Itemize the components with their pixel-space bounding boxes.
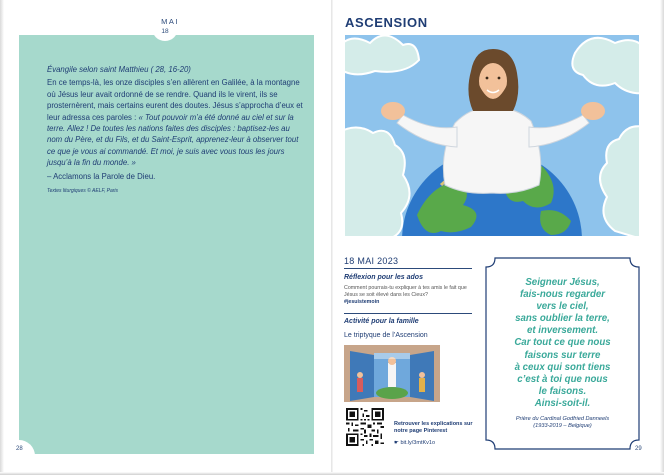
page-number-left: 28 <box>16 446 23 452</box>
page-edge-left <box>0 0 4 475</box>
teens-section-title: Réflexion pour les ados <box>344 274 423 281</box>
section-date: 18 MAI 2023 <box>344 256 399 266</box>
prayer-line: à ceux qui sont tiens <box>514 361 611 373</box>
family-section-title: Activité pour la famille <box>344 318 419 325</box>
gospel-reference: Évangile selon saint Matthieu ( 28, 16-20) <box>47 65 191 74</box>
prayer-line: le faisons. <box>538 385 587 397</box>
day-number: 18 <box>157 28 173 38</box>
gospel-quote: « Tout pouvoir m’a été donné au ciel et sur la terre. Allez ! De toutes les nations faites des disciples : baptisez-les au nom du Père, et du Fils, et du Saint-Esprit, apprenez-leur à observer tout ce que je vous ai commandé. Et moi, je suis avec vous tous les jours jusqu’à la fin du monde. » <box>47 112 299 168</box>
triptych-photo <box>344 345 440 402</box>
gutter <box>331 0 333 475</box>
triptych-photo-art <box>344 345 440 402</box>
teens-question <box>344 285 482 306</box>
teens-hashtag: #jesuistemoin <box>344 299 380 305</box>
prayer-line: vers le ciel, <box>536 301 589 313</box>
prayer-line: c’est à toi que nous <box>517 373 608 385</box>
prayer-line: Seigneur Jésus, <box>525 277 600 288</box>
prayer-line: et inversement. <box>526 325 599 337</box>
prayer-author-dates: (1933-2019 – Belgique) <box>533 423 592 430</box>
ascension-illustration-art <box>345 35 639 236</box>
date-divider <box>344 268 472 269</box>
prayer-line: Ainsi-soit-il. <box>534 397 591 409</box>
page-number-right: 29 <box>635 446 642 452</box>
qr-caption: Retrouver les explications sur notre page Pinterest <box>394 421 473 434</box>
pinterest-link[interactable] <box>394 440 435 446</box>
prayer-line: faisons sur terre <box>524 349 601 361</box>
prayer-text <box>488 277 637 410</box>
month-label: MAI <box>161 17 179 26</box>
teens-divider <box>344 313 472 314</box>
prayer-author: Prière du Cardinal Godfried Danneels <box>515 416 610 422</box>
pinterest-link-url[interactable]: bit.ly/3mtKv1o <box>400 440 436 446</box>
ascension-illustration <box>345 35 639 236</box>
family-activity-title: Le triptyque de l’Ascension <box>344 332 428 339</box>
gospel-narrative: En ce temps-là, les onze disciples s’en allèrent en Galilée, à la montagne où Jésus leur avait ordonné de se rendre. Quand ils le virent, ils se prosternèrent, mais certains eurent des doutes. Jésus s’approcha d’eux et leur adressa ces paroles : <box>47 78 303 122</box>
pointer-hand-icon: ☛ <box>394 440 399 446</box>
prayer-attribution <box>488 416 637 431</box>
page-edge-right <box>660 0 664 475</box>
prayer-line: Car tout ce que nous <box>514 337 611 349</box>
prayer-line: fais-nous regarder <box>519 289 606 301</box>
prayer-line: sans oublier la terre, <box>515 313 610 325</box>
qr-code[interactable] <box>346 408 384 446</box>
gospel-body <box>47 77 307 168</box>
gospel-text-block <box>47 64 307 195</box>
gospel-acclamation: – Acclamons la Parole de Dieu. <box>47 171 156 181</box>
qr-code-art <box>346 408 384 446</box>
page-title: ASCENSION <box>345 15 428 30</box>
teens-question-text: Comment pourrais-tu expliquer à tes amis le fait que Jésus se soit élevé dans les Cieux? <box>344 285 467 298</box>
gospel-copyright: Textes liturgiques © AELF, Paris <box>47 188 119 195</box>
